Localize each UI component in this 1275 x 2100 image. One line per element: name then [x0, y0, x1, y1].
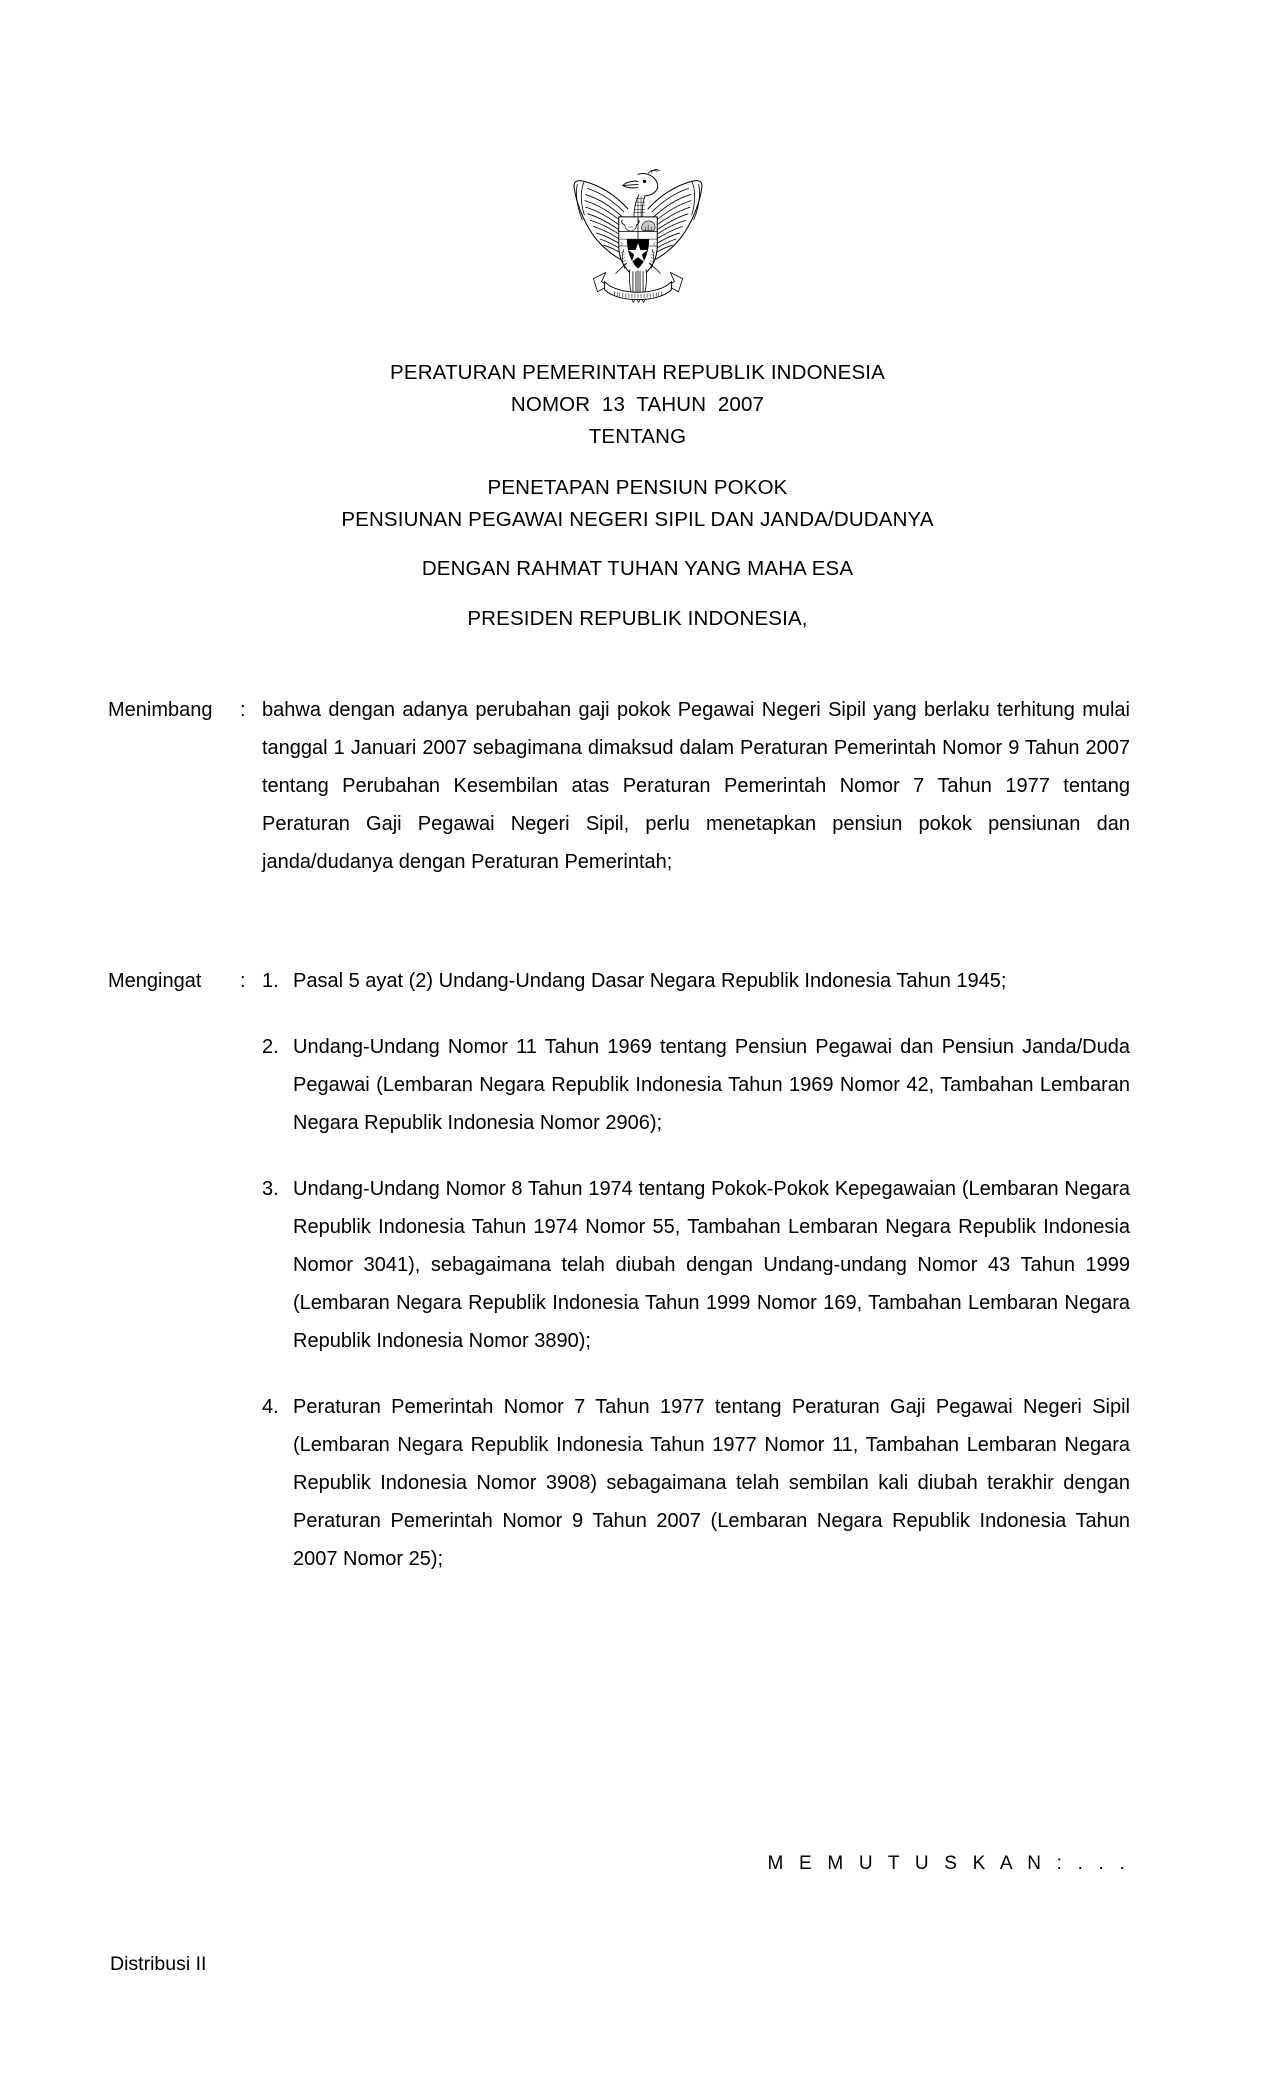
list-item-text: Undang-Undang Nomor 11 Tahun 1969 tentang Pensiun Pegawai dan Pensiun Janda/Duda Pegawai (Lembaran Negara Republik Indonesia Tahun 1969 Nomor 42, Tambahan Lembaran Negara Republik Indonesia Nomor 2906);	[293, 1036, 1130, 1134]
legal-basis-list	[262, 962, 1130, 1578]
header-line-invocation: DENGAN RAHMAT TUHAN YANG MAHA ESA	[421, 557, 854, 580]
header-line-subject-1: PENETAPAN PENSIUN POKOK	[487, 476, 788, 499]
list-item-number: 3.	[262, 1178, 279, 1200]
clause-menimbang-label: Menimbang	[108, 699, 213, 721]
list-item	[262, 1028, 1130, 1142]
header-line-tentang: TENTANG	[588, 425, 687, 448]
clause-mengingat-body	[262, 962, 1130, 1578]
list-item-text: Peraturan Pemerintah Nomor 7 Tahun 1977 tentang Peraturan Gaji Pegawai Negeri Sipil (Lembaran Negara Republik Indonesia Tahun 1977 Nomor 11, Tambahan Lembaran Negara Republik Indonesia Nomor 3908) sebagaimana telah sembilan kali diubah terakhir dengan Peraturan Pemerintah Nomor 9 Tahun 2007 (Lembaran Negara Republik Indonesia Tahun 2007 Nomor 25);	[293, 1396, 1130, 1570]
list-item	[262, 1170, 1130, 1360]
clause-mengingat	[108, 962, 1130, 1578]
clause-menimbang-colon: :	[240, 699, 246, 721]
header-line-regulation-title: PERATURAN PEMERINTAH REPUBLIK INDONESIA	[390, 361, 885, 384]
spacer	[150, 536, 1125, 553]
list-item	[262, 962, 1130, 1000]
list-item-number: 2.	[262, 1036, 279, 1058]
list-item-number: 4.	[262, 1396, 279, 1418]
header-line-subject-2: PENSIUNAN PEGAWAI NEGERI SIPIL DAN JANDA/DUDANYA	[341, 508, 934, 531]
continuation-marker: M E M U T U S K A N : . . .	[767, 1853, 1130, 1874]
clause-menimbang-text: bahwa dengan adanya perubahan gaji pokok Pegawai Negeri Sipil yang berlaku terhitung mulai tanggal 1 Januari 2007 sebagimana dimaksud dalam Peraturan Pemerintah Nomor 9 Tahun 2007 tentang Perubahan Kesembilan atas Peraturan Pemerintah Nomor 7 Tahun 1977 tentang Peraturan Gaji Pegawai Negeri Sipil, perlu menetapkan pensiun pokok pensiunan dan janda/dudanya dengan Peraturan Pemerintah;	[262, 699, 1130, 873]
clause-mengingat-colon: :	[240, 970, 246, 992]
list-item-number: 1.	[262, 970, 279, 992]
document-header	[150, 357, 1125, 635]
clause-menimbang	[108, 691, 1130, 881]
garuda-pancasila-emblem	[562, 148, 714, 310]
header-line-number-year: NOMOR 13 TAHUN 2007	[510, 393, 765, 416]
list-item-text: Pasal 5 ayat (2) Undang-Undang Dasar Negara Republik Indonesia Tahun 1945;	[293, 970, 1007, 992]
footer-distribution: Distribusi II	[110, 1953, 207, 1975]
list-item	[262, 1388, 1130, 1578]
spacer	[150, 585, 1125, 603]
header-line-president: PRESIDEN REPUBLIK INDONESIA,	[467, 607, 808, 630]
list-item-text: Undang-Undang Nomor 8 Tahun 1974 tentang Pokok-Pokok Kepegawaian (Lembaran Negara Republik Indonesia Tahun 1974 Nomor 55, Tambahan Lembaran Negara Republik Indonesia Nomor 3041), sebagaimana telah diubah dengan Undang-undang Nomor 43 Tahun 1999 (Lembaran Negara Republik Indonesia Tahun 1999 Nomor 169, Tambahan Lembaran Negara Republik Indonesia Nomor 3890);	[293, 1178, 1130, 1352]
clause-menimbang-body	[262, 691, 1130, 881]
emblem-container	[0, 148, 1275, 310]
clause-mengingat-label: Mengingat	[108, 970, 202, 992]
spacer	[150, 453, 1125, 472]
